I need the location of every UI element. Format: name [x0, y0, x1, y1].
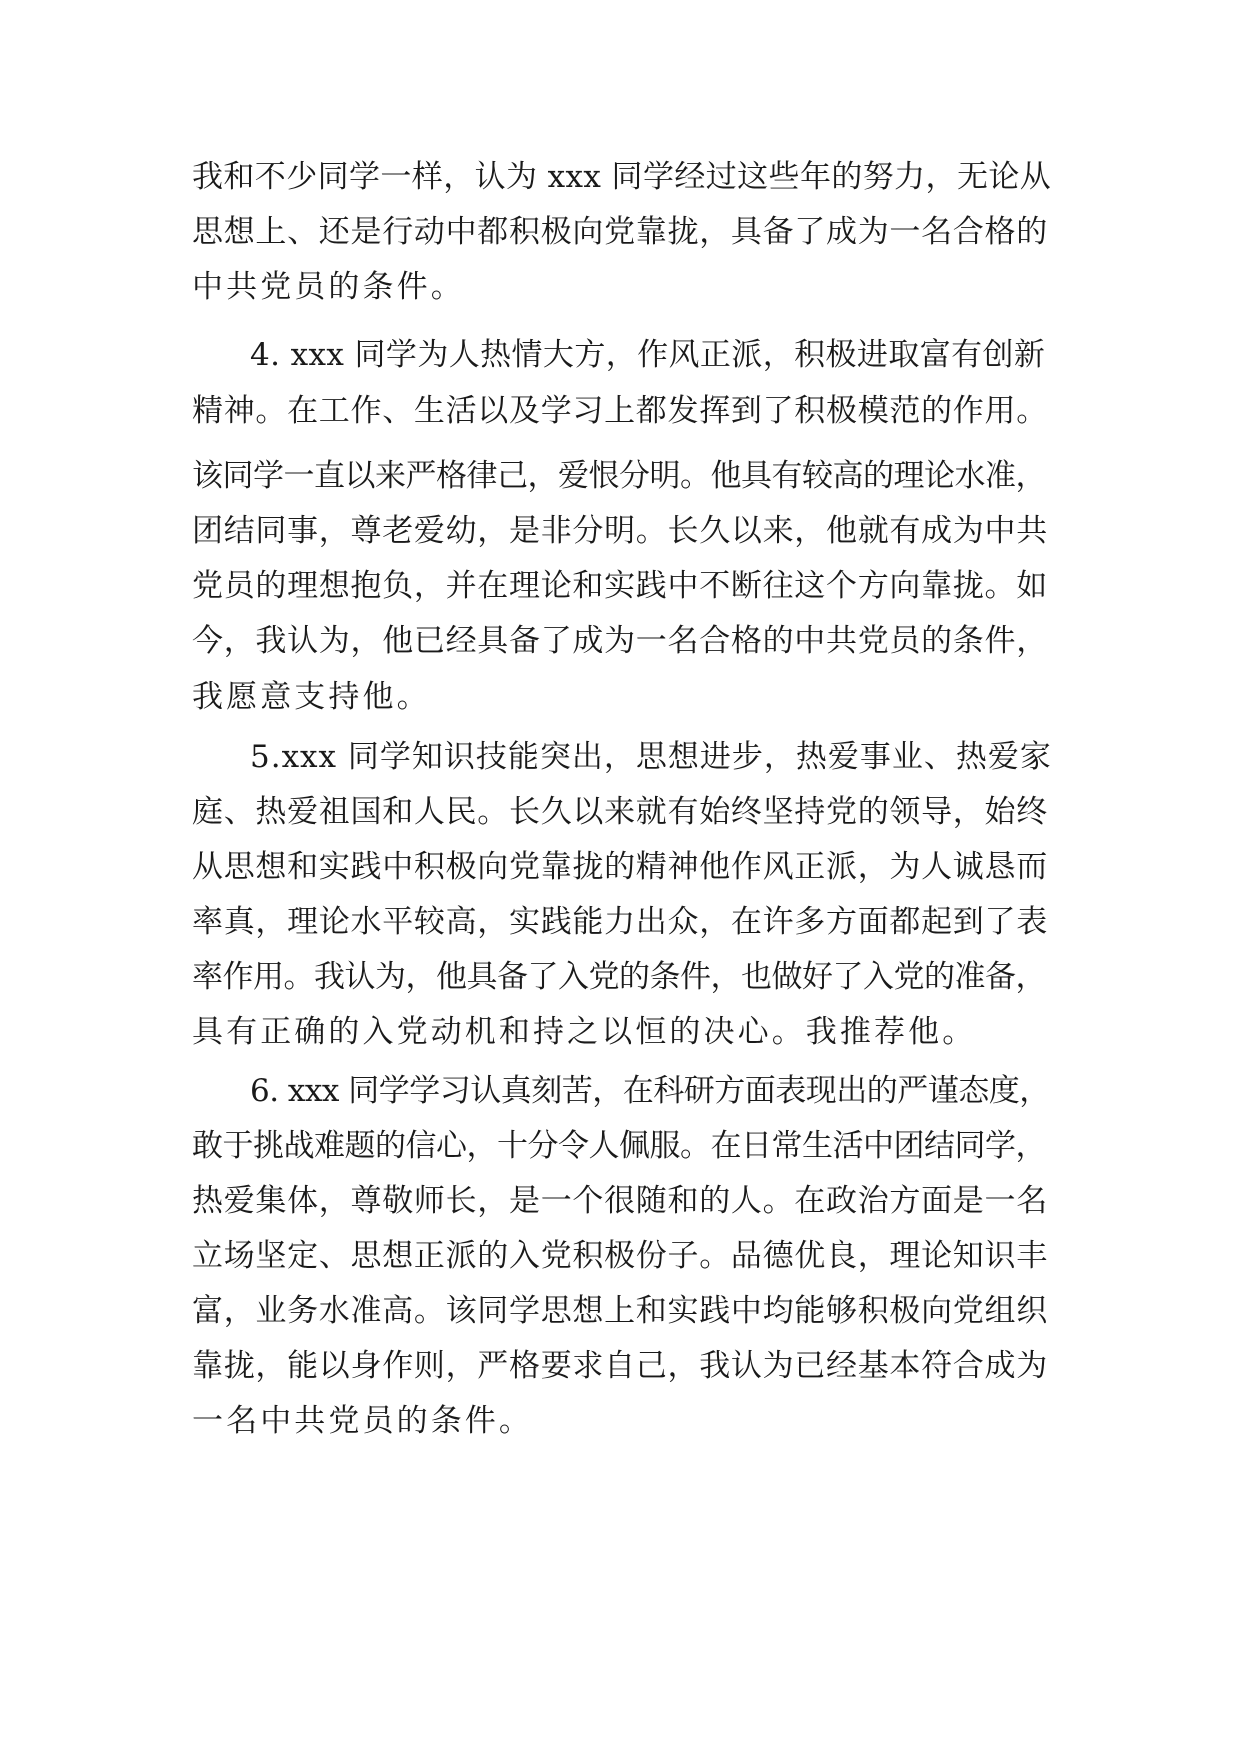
paragraph-2-line-3: 该同学一直以来严格律己，爱恨分明。他具有较高的理论水准，: [192, 458, 1046, 494]
paragraph-3-line-3: 从思想和实践中积极向党靠拢的精神他作风正派，为人诚恳而: [192, 849, 1048, 885]
paragraph-4-line-4: 立场坚定、思想正派的入党积极份子。品德优良，理论知识丰: [192, 1238, 1048, 1274]
paragraph-4-line-7: 一名中共党员的条件。: [192, 1403, 533, 1439]
paragraph-4-line-5: 富，业务水准高。该同学思想上和实践中均能够积极向党组织: [192, 1293, 1048, 1329]
paragraph-2-line-1: 4. xxx 同学为人热情大方，作风正派，积极进取富有创新: [250, 337, 1046, 373]
paragraph-2-line-7: 我愿意支持他。: [192, 679, 431, 715]
paragraph-4-line-2: 敢于挑战难题的信心，十分令人佩服。在日常生活中团结同学，: [192, 1128, 1046, 1164]
paragraph-2-line-2: 精神。在工作、生活以及学习上都发挥到了积极模范的作用。: [192, 393, 1048, 429]
paragraph-1-line-1: 我和不少同学一样，认为 xxx 同学经过这些年的努力，无论从: [192, 159, 1052, 195]
paragraph-3-line-4: 率真，理论水平较高，实践能力出众，在许多方面都起到了表: [192, 904, 1048, 940]
paragraph-1-line-2: 思想上、还是行动中都积极向党靠拢，具备了成为一名合格的: [192, 214, 1048, 250]
paragraph-3-line-1: 5.xxx 同学知识技能突出，思想进步，热爱事业、热爱家: [250, 739, 1052, 775]
paragraph-3-line-5: 率作用。我认为，他具备了入党的条件，也做好了入党的准备，: [192, 959, 1046, 995]
paragraph-2-line-5: 党员的理想抱负，并在理论和实践中不断往这个方向靠拢。如: [192, 568, 1048, 604]
paragraph-4-line-6: 靠拢，能以身作则，严格要求自己，我认为已经基本符合成为: [192, 1348, 1048, 1384]
paragraph-2-line-4: 团结同事，尊老爱幼，是非分明。长久以来，他就有成为中共: [192, 513, 1048, 549]
paragraph-4-line-3: 热爱集体，尊敬师长，是一个很随和的人。在政治方面是一名: [192, 1183, 1048, 1219]
paragraph-2-line-6: 今，我认为，他已经具备了成为一名合格的中共党员的条件，: [192, 623, 1048, 659]
paragraph-4-line-1: 6. xxx 同学学习认真刻苦，在科研方面表现出的严谨态度，: [250, 1073, 1050, 1109]
paragraph-3-line-6: 具有正确的入党动机和持之以恒的决心。我推荐他。: [192, 1014, 977, 1050]
paragraph-3-line-2: 庭、热爱祖国和人民。长久以来就有始终坚持党的领导，始终: [192, 794, 1048, 830]
paragraph-1-line-3: 中共党员的条件。: [192, 269, 465, 305]
